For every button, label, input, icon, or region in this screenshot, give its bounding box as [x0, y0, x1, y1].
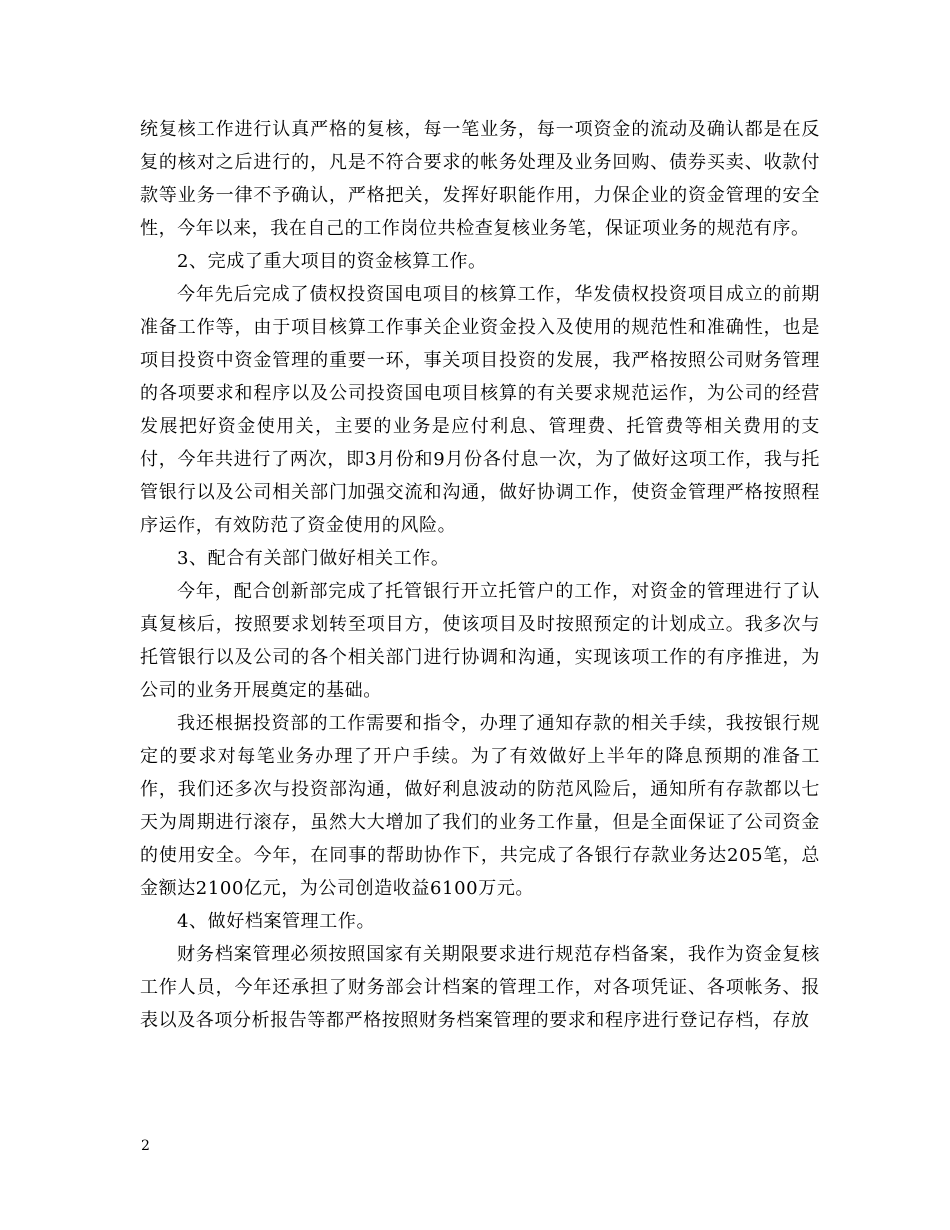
heading-item-2: 2、完成了重大项目的资金核算工作。 — [177, 251, 487, 272]
paragraph-custody-account: 今年，配合创新部完成了托管银行开立托管户的工作，对资金的管理进行了认真复核后，按照要求划转至项目方，使该项目及时按照预定的计划成立。我多次与托管银行以及公司的各个相关部门进行协调和沟通，实现该项工作的有序推进，为公司的业务开展奠定的基础。 — [140, 581, 820, 701]
paragraph-review-continued: 统复核工作进行认真严格的复核，每一笔业务，每一项资金的流动及确认都是在反复的核对之后进行的，凡是不符合要求的帐务处理及业务回购、债券买卖、收款付款等业务一律不予确认，严格把关，发挥好职能作用，力保企业的资金管理的安全性，今年以来，我在自己的工作岗位共检查复核业务笔，保证项业务的规范有序。 — [140, 119, 820, 239]
document-body — [140, 113, 820, 1037]
paragraph-archive-management: 财务档案管理必须按照国家有关期限要求进行规范存档备案，我作为资金复核工作人员，今年还承担了财务部会计档案的管理工作，对各项凭证、各项帐务、报表以及各项分析报告等都严格按照财务档案管理的要求和程序进行登记存档，存放 — [140, 944, 820, 1031]
heading-item-4: 4、做好档案管理工作。 — [177, 911, 376, 932]
paragraph-notice-deposits: 我还根据投资部的工作需要和指令，办理了通知存款的相关手续，我按银行规定的要求对每笔业务办理了开户手续。为了有效做好上半年的降息预期的准备工作，我们还多次与投资部沟通，做好利息波动的防范风险后，通知所有存款都以七天为周期进行滚存，虽然大大增加了我们的业务工作量，但是全面保证了公司资金的使用安全。今年，在同事的帮助协作下，共完成了各银行存款业务达205笔，总金额达2100亿元，为公司创造收益6100万元。 — [140, 713, 820, 899]
paragraph-project-accounting: 今年先后完成了债权投资国电项目的核算工作，华发债权投资项目成立的前期准备工作等，由于项目核算工作事关企业资金投入及使用的规范性和准确性，也是项目投资中资金管理的重要一环，事关项目投资的发展，我严格按照公司财务管理的各项要求和程序以及公司投资国电项目核算的有关要求规范运作，为公司的经营发展把好资金使用关，主要的业务是应付利息、管理费、托管费等相关费用的支付，今年共进行了两次，即3月份和9月份各付息一次，为了做好这项工作，我与托管银行以及公司相关部门加强交流和沟通，做好协调工作，使资金管理严格按照程序运作，有效防范了资金使用的风险。 — [140, 284, 820, 536]
page-number: 2 — [141, 1138, 150, 1154]
heading-item-3: 3、配合有关部门做好相关工作。 — [177, 548, 450, 569]
